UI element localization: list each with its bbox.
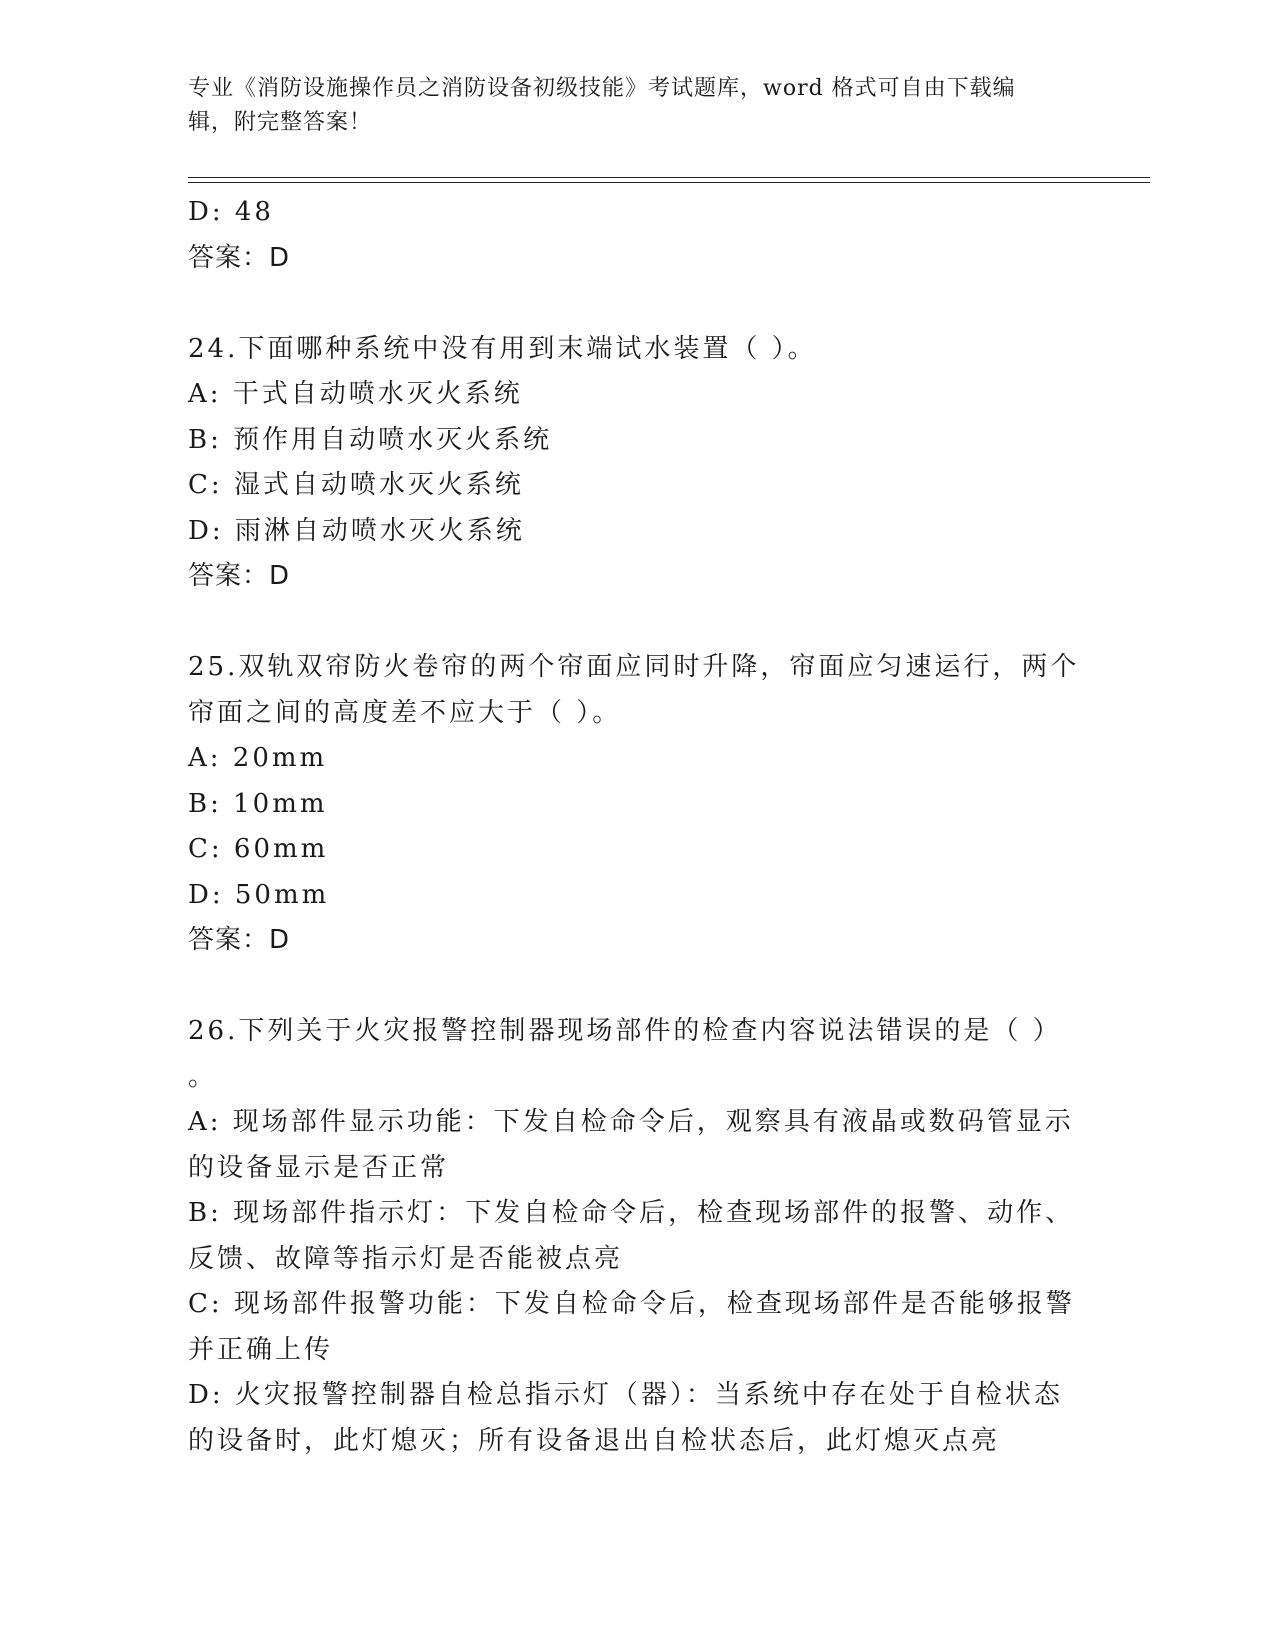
header-line-1: 专业《消防设施操作员之消防设备初级技能》考试题库，word 格式可自由下载编 (188, 76, 1016, 101)
question-stem: 24.下面哪种系统中没有用到末端试水装置（ ）。 (188, 333, 817, 364)
spacer (188, 600, 1068, 646)
prev-answer: 答案：D (188, 242, 291, 273)
question-stem-line-1: 25.双轨双帘防火卷帘的两个帘面应同时升降，帘面应匀速运行，两个 (188, 652, 1080, 682)
option-c: C: 60mm (188, 834, 329, 864)
question-stem-line-2: 帘面之间的高度差不应大于（ ）。 (188, 697, 622, 728)
question-stem-line-2: 。 (188, 1061, 218, 1092)
option-b-line-1: B: 现场部件指示灯：下发自检命令后，检查现场部件的报警、动作、 (188, 1198, 1075, 1228)
option-d: D: 50mm (188, 879, 330, 910)
option-a: A: 干式自动喷水灭火系统 (188, 379, 523, 409)
option-c-line-2: 并正确上传 (188, 1334, 334, 1365)
option-c: C: 湿式自动喷水灭火系统 (188, 470, 524, 500)
option-b-line-2: 反馈、故障等指示灯是否能被点亮 (188, 1243, 624, 1274)
option-a: A: 20mm (188, 743, 328, 773)
option-c-line-1: C: 现场部件报警功能：下发自检命令后，检查现场部件是否能够报警 (188, 1289, 1075, 1319)
option-a-line-2: 的设备显示是否正常 (188, 1152, 450, 1183)
option-d-line-1: D: 火灾报警控制器自检总指示灯（器）：当系统中存在处于自检状态 (188, 1380, 1063, 1410)
spacer (188, 281, 1068, 327)
page-header (188, 72, 1068, 140)
question-24 (188, 327, 1068, 600)
spacer (188, 964, 1068, 1010)
option-a-line-1: A: 现场部件显示功能：下发自检命令后，观察具有液晶或数码管显示 (188, 1107, 1074, 1137)
option-b: B: 10mm (188, 788, 328, 819)
option-d: D: 雨淋自动喷水灭火系统 (188, 515, 525, 546)
question-26 (188, 1009, 1075, 1464)
header-rule-top (188, 177, 1150, 178)
option-b: B: 预作用自动喷水灭火系统 (188, 424, 553, 455)
question-content (188, 190, 1080, 1464)
prev-option-d: D: 48 (188, 197, 274, 227)
header-rule-bottom (188, 182, 1150, 183)
header-line-2: 辑，附完整答案！ (188, 110, 373, 135)
answer: 答案：D (188, 925, 291, 955)
question-25 (188, 645, 1080, 964)
question-stem-line-1: 26.下列关于火灾报警控制器现场部件的检查内容说法错误的是（ ） (188, 1016, 1062, 1046)
answer: 答案：D (188, 561, 291, 591)
option-d-line-2: 的设备时，此灯熄灭；所有设备退出自检状态后，此灯熄灭点亮 (188, 1425, 1001, 1456)
